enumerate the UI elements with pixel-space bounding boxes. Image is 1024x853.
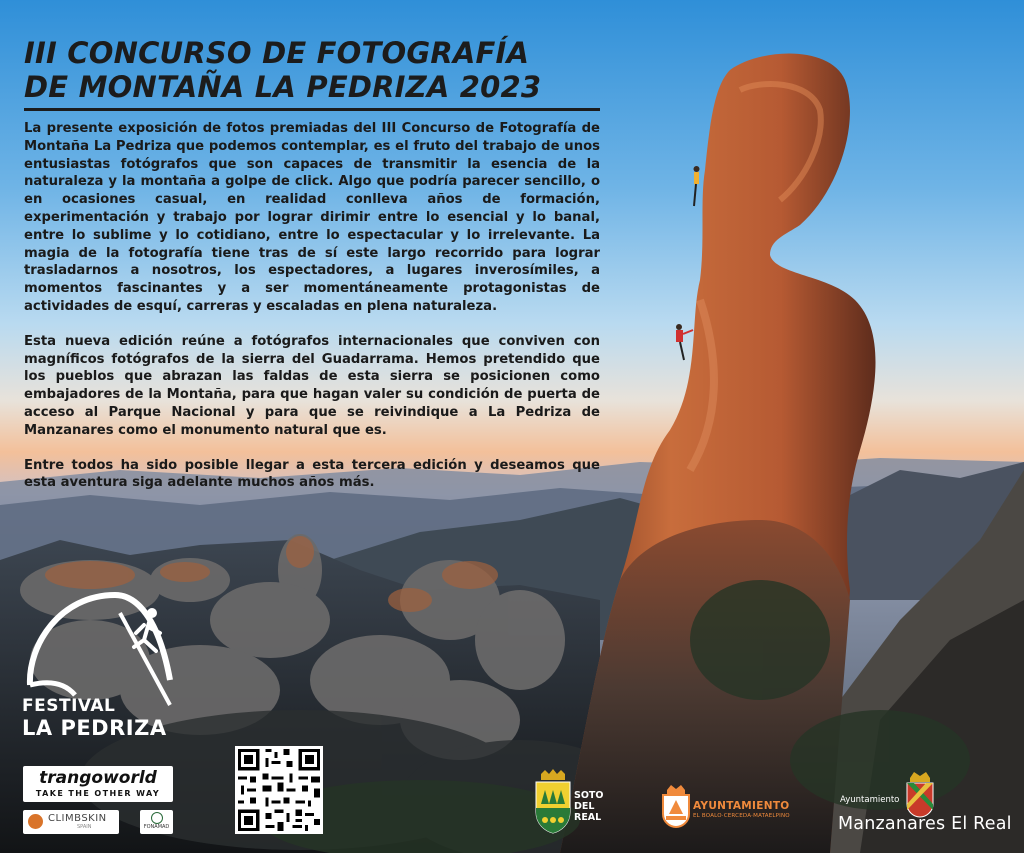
ayuntamiento-boalo-text <box>693 800 790 820</box>
trangoworld-tagline: TAKE THE OTHER WAY <box>35 789 161 798</box>
manzanares-name: Manzanares El Real <box>838 814 1012 834</box>
soto-line-2: DEL <box>574 801 595 812</box>
fonamad-mark-icon <box>151 812 163 824</box>
title-line-2: DE MONTAÑA LA PEDRIZA 2023 <box>24 70 542 104</box>
climbskin-mark-icon <box>28 814 43 829</box>
manzanares-shield-icon <box>906 770 934 818</box>
ayuntamiento-sub: EL BOALO·CERCEDA·MATAELPINO <box>693 813 790 819</box>
soto-del-real-shield-icon <box>533 768 573 834</box>
qr-code-icon[interactable] <box>235 746 323 834</box>
festival-line-2: LA PEDRIZA <box>22 716 167 740</box>
ayuntamiento-name: AYUNTAMIENTO <box>693 800 790 812</box>
soto-line-3: REAL <box>574 812 602 823</box>
soto-del-real-text <box>574 790 603 823</box>
paragraph-1: La presente exposición de fotos premiadas del III Concurso de Fotografía de Montaña La Pedriza que podemos contemplar, es el fruto del trabajo de unos entusiastas fotógrafos que son capaces de transmitir la esencia de la naturaleza y la montaña a golpe de click. Algo que podría parecer sencillo, o en ocasiones casual, en realidad conlleva años de formación, experimentación y trabajo por lograr dirimir entre lo esencial y lo banal, entre lo sublime y lo cotidiano, entre lo espectacular y lo irrelevante. La magia de la fotografía tiene tras de sí este largo recorrido para lograr trasladarnos a nosotros, los espectadores, a lugares inverosímiles, a momentos fascinantes y a ser momentáneamente protagonistas de actividades de esquí, carreras y escaladas en plena naturaleza. <box>24 121 600 314</box>
climbskin-logo <box>23 810 119 834</box>
soto-line-1: SOTO <box>574 790 604 801</box>
poster-title <box>24 36 604 104</box>
fonamad-name: FONAMAD <box>143 824 170 830</box>
climbskin-name: CLIMBSKIN <box>48 813 107 824</box>
title-line-1: III CONCURSO DE FOTOGRAFÍA <box>24 36 530 70</box>
manzanares-small-text: Ayuntamiento <box>840 795 900 805</box>
intro-text <box>24 120 600 509</box>
ayuntamiento-shield-icon <box>662 784 690 828</box>
festival-line-1: FESTIVAL <box>22 696 116 716</box>
climbskin-sub: SPAIN <box>77 824 92 830</box>
trangoworld-name: trangoworld <box>39 768 157 788</box>
fonamad-logo <box>140 810 173 834</box>
paragraph-3: Entre todos ha sido posible llegar a esta tercera edición y deseamos que esta aventura siga adelante muchos años más. <box>24 457 600 491</box>
paragraph-2: Esta nueva edición reúne a fotógrafos internacionales que conviven con magníficos fotógrafos de la sierra del Guadarrama. Hemos pretendido que los pueblos que abrazan las faldas de esta sierra se posicionen como embajadores de la Montaña, para que hagan valer su condición de puerta de acceso al Parque Nacional y para que se reivindique a La Pedriza de Manzanares como el monumento natural que es. <box>24 333 600 438</box>
trangoworld-logo <box>23 766 173 802</box>
festival-logo-text <box>22 695 167 739</box>
title-divider <box>24 108 600 111</box>
